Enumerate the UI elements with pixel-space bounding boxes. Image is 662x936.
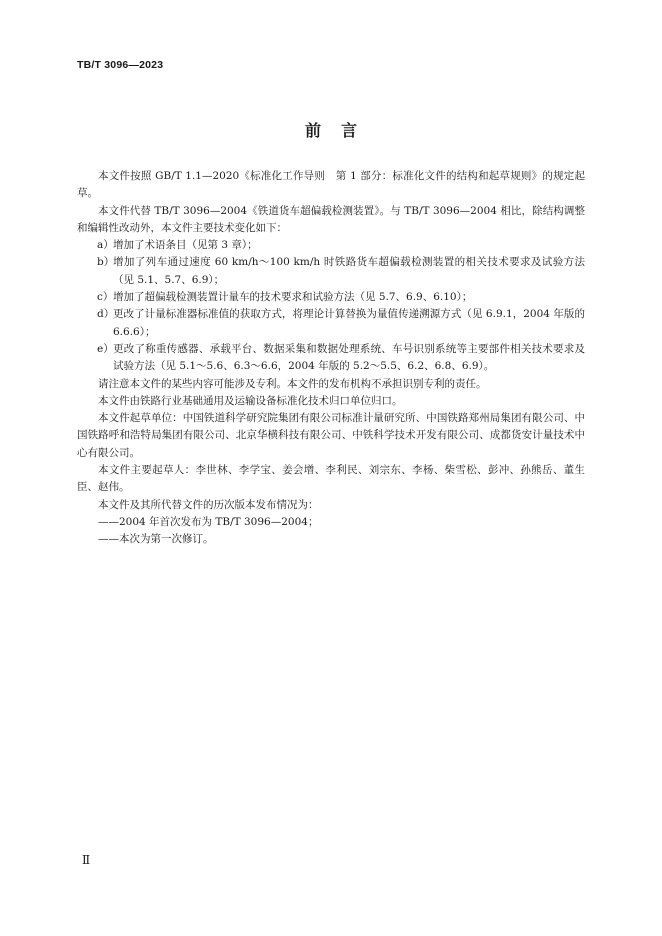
paragraph-history-intro: 本文件及其所代替文件的历次版本发布情况为： — [98, 498, 319, 511]
list-item — [77, 254, 585, 289]
list-marker: c） — [97, 291, 114, 304]
list-item — [77, 341, 585, 376]
list-item-text: 增加了术语条目（见第 3 章）； — [113, 239, 258, 252]
technical-changes-list — [77, 237, 585, 375]
paragraph-responsible-unit: 本文件由铁路行业基础通用及运输设备标准化技术归口单位归口。 — [98, 394, 403, 407]
history-item: ——本次为第一次修订。 — [98, 533, 214, 546]
list-item-text: 增加了列车通过速度 60 km/h～100 km/h 时铁路货车超偏载检测装置的相关技术要求及试验方法（见 5.1、5.7、6.9）； — [113, 256, 585, 286]
list-item-text: 增加了超偏载检测装置计量车的技术要求和试验方法（见 5.7、6.9、6.10）； — [113, 291, 473, 304]
document-code: TB/T 3096—2023 — [77, 59, 164, 71]
list-item — [77, 289, 585, 306]
list-item-text: 更改了计量标准器标准值的获取方式，将理论计算替换为量值传递溯源方式（见 6.9.1，2004 年版的 6.6.6）； — [113, 308, 585, 338]
list-marker: a） — [97, 239, 114, 252]
history-item: ——2004 年首次发布为 TB/T 3096—2004； — [98, 515, 319, 528]
paragraph-drafters: 本文件主要起草人：李世林、李学宝、姜会增、李利民、刘宗东、李杨、柴雪松、彭冲、孙熊岳、董生臣、赵伟。 — [77, 464, 585, 494]
list-item — [77, 306, 585, 341]
foreword-body — [77, 168, 585, 549]
paragraph-patent-notice: 请注意本文件的某些内容可能涉及专利。本文件的发布机构不承担识别专利的责任。 — [98, 377, 487, 390]
list-marker: b） — [97, 256, 115, 269]
page-number: Ⅱ — [82, 853, 91, 867]
page-title: 前言 — [304, 121, 377, 140]
paragraph-drafting-units: 本文件起草单位：中国铁道科学研究院集团有限公司标准计量研究所、中国铁路郑州局集团有限公司、中国铁路呼和浩特局集团有限公司、北京华横科技有限公司、中铁科学技术开发有限公司、成都货安计量技术中心有限公司。 — [77, 412, 585, 459]
list-item — [77, 237, 585, 254]
paragraph-drafting-rules: 本文件按照 GB/T 1.1—2020《标准化工作导则 第 1 部分：标准化文件的结构和起草规则》的规定起草。 — [77, 170, 585, 200]
paragraph-replacement: 本文件代替 TB/T 3096—2004《铁道货车超偏载检测装置》。与 TB/T 3096—2004 相比，除结构调整和编辑性改动外，本文件主要技术变化如下： — [77, 204, 585, 234]
list-item-text: 更改了称重传感器、承载平台、数据采集和数据处理系统、车号识别系统等主要部件相关技术要求及试验方法（见 5.1～5.6、6.3～6.6，2004 年版的 5.2～5.5、6.2、6.8、6.9）。 — [113, 342, 585, 373]
list-marker: e） — [97, 342, 114, 355]
list-marker: d） — [97, 308, 115, 321]
